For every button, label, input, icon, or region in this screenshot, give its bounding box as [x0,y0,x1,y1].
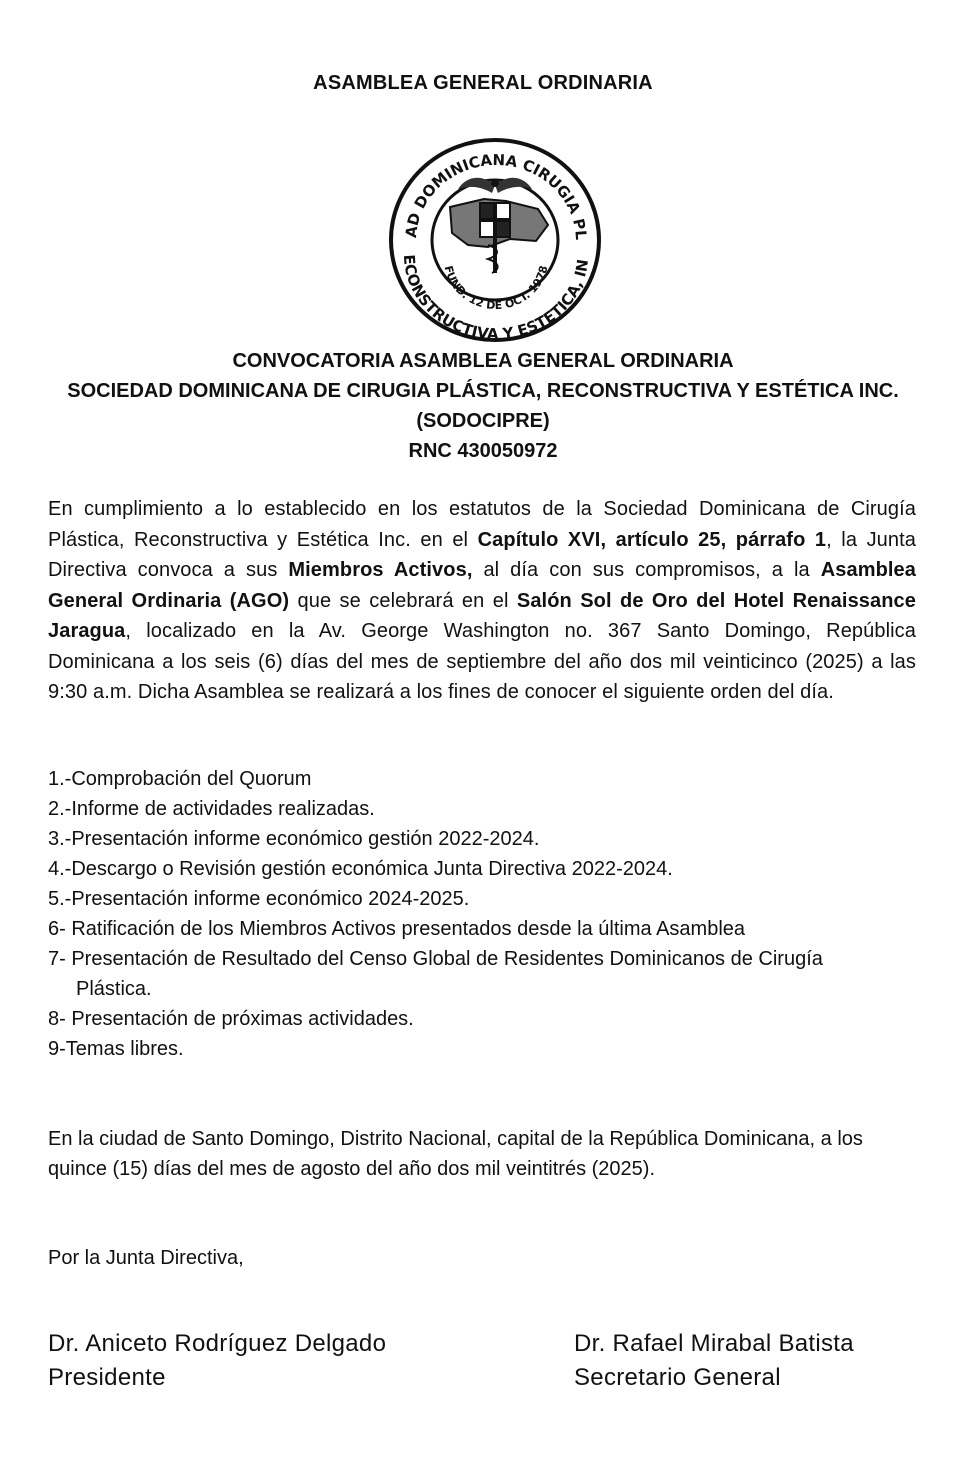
heading-line-1: CONVOCATORIA ASAMBLEA GENERAL ORDINARIA [232,350,734,372]
agenda-item: 1.-Comprobación del Quorum [48,768,312,790]
intro-text-3: al día con sus compromisos, a la [472,559,821,581]
signature-secretary [574,1327,854,1395]
intro-text-2: , la Junta Directiva convoca a sus [48,528,916,581]
agenda-item: 8- Presentación de próximas actividades. [48,1008,414,1030]
agenda-item: 3.-Presentación informe económico gestión 2022-2024. [48,828,540,850]
seal-ring-top-text: AD DOMINICANA CIRUGIA PL [401,150,591,241]
intro-bold-1: Capítulo XVI, artículo 25, párrafo 1 [477,528,827,551]
signatory-role: Secretario General [574,1364,781,1391]
seal-ring-bottom-text: ECONSTRUCTIVA Y ESTETICA, IN [399,253,593,344]
intro-bold-2: Miembros Activos, [288,559,473,581]
agenda-item: 9-Temas libres. [48,1038,184,1060]
intro-bold-3: Asamblea General Ordinaria (AGO) [48,559,916,612]
heading-line-3: (SODOCIPRE) [416,410,550,432]
signatory-name: Dr. Rafael Mirabal Batista [574,1330,854,1357]
intro-bold-4: Salón Sol de Oro del Hotel Renaissance Jaragua [48,589,916,642]
closing-paragraph: En la ciudad de Santo Domingo, Distrito Nacional, capital de la República Dominicana, a los quince (15) días del mes de agosto del año dos mil veintitrés (2025). [48,1128,863,1180]
heading-line-4: RNC 430050972 [408,440,558,462]
agenda-list [48,764,916,1064]
intro-text-4: que se celebrará en el [289,589,517,612]
signature-president [48,1327,386,1395]
seal-founded-text: FUND. 12 DE OCT. 1978 [441,264,551,313]
agenda-item: 6- Ratificación de los Miembros Activos presentados desde la última Asamblea [48,918,746,940]
agenda-item: 5.-Presentación informe económico 2024-2025. [48,888,470,910]
intro-text-1: En cumplimiento a lo establecido en los estatutos de la Sociedad Dominicana de Cirugía Plástica, Reconstructiva y Estética Inc. en el [48,498,916,551]
agenda-item-continuation [48,974,916,1004]
intro-text-5: , localizado en la Av. George Washington no. 367 Santo Domingo, República Dominicana a los seis (6) días del mes de septiembre del año dos mil veinticinco (2025) a las 9:30 a.m. Dicha Asamblea se realizará a los fines de conocer el siguiente orden del día. [48,620,916,703]
seal-icon [388,137,603,344]
salutation: Por la Junta Directiva, [48,1247,244,1269]
heading-line-2: SOCIEDAD DOMINICANA DE CIRUGIA PLÁSTICA, RECONSTRUCTIVA Y ESTÉTICA INC. [67,380,899,402]
agenda-item: 7- Presentación de Resultado del Censo Global de Residentes Dominicanos de Cirugía [48,948,823,970]
agenda-item-continuation-text: Plástica. [76,978,152,1000]
agenda-item: 4.-Descargo o Revisión gestión económica Junta Directiva 2022-2024. [48,858,673,880]
intro-paragraph [48,494,916,708]
signatory-role: Presidente [48,1364,166,1391]
top-title: ASAMBLEA GENERAL ORDINARIA [313,72,653,94]
convocation-heading [0,346,966,466]
society-seal-logo [388,137,603,344]
agenda-item: 2.-Informe de actividades realizadas. [48,798,375,820]
signatory-name: Dr. Aniceto Rodríguez Delgado [48,1330,387,1357]
